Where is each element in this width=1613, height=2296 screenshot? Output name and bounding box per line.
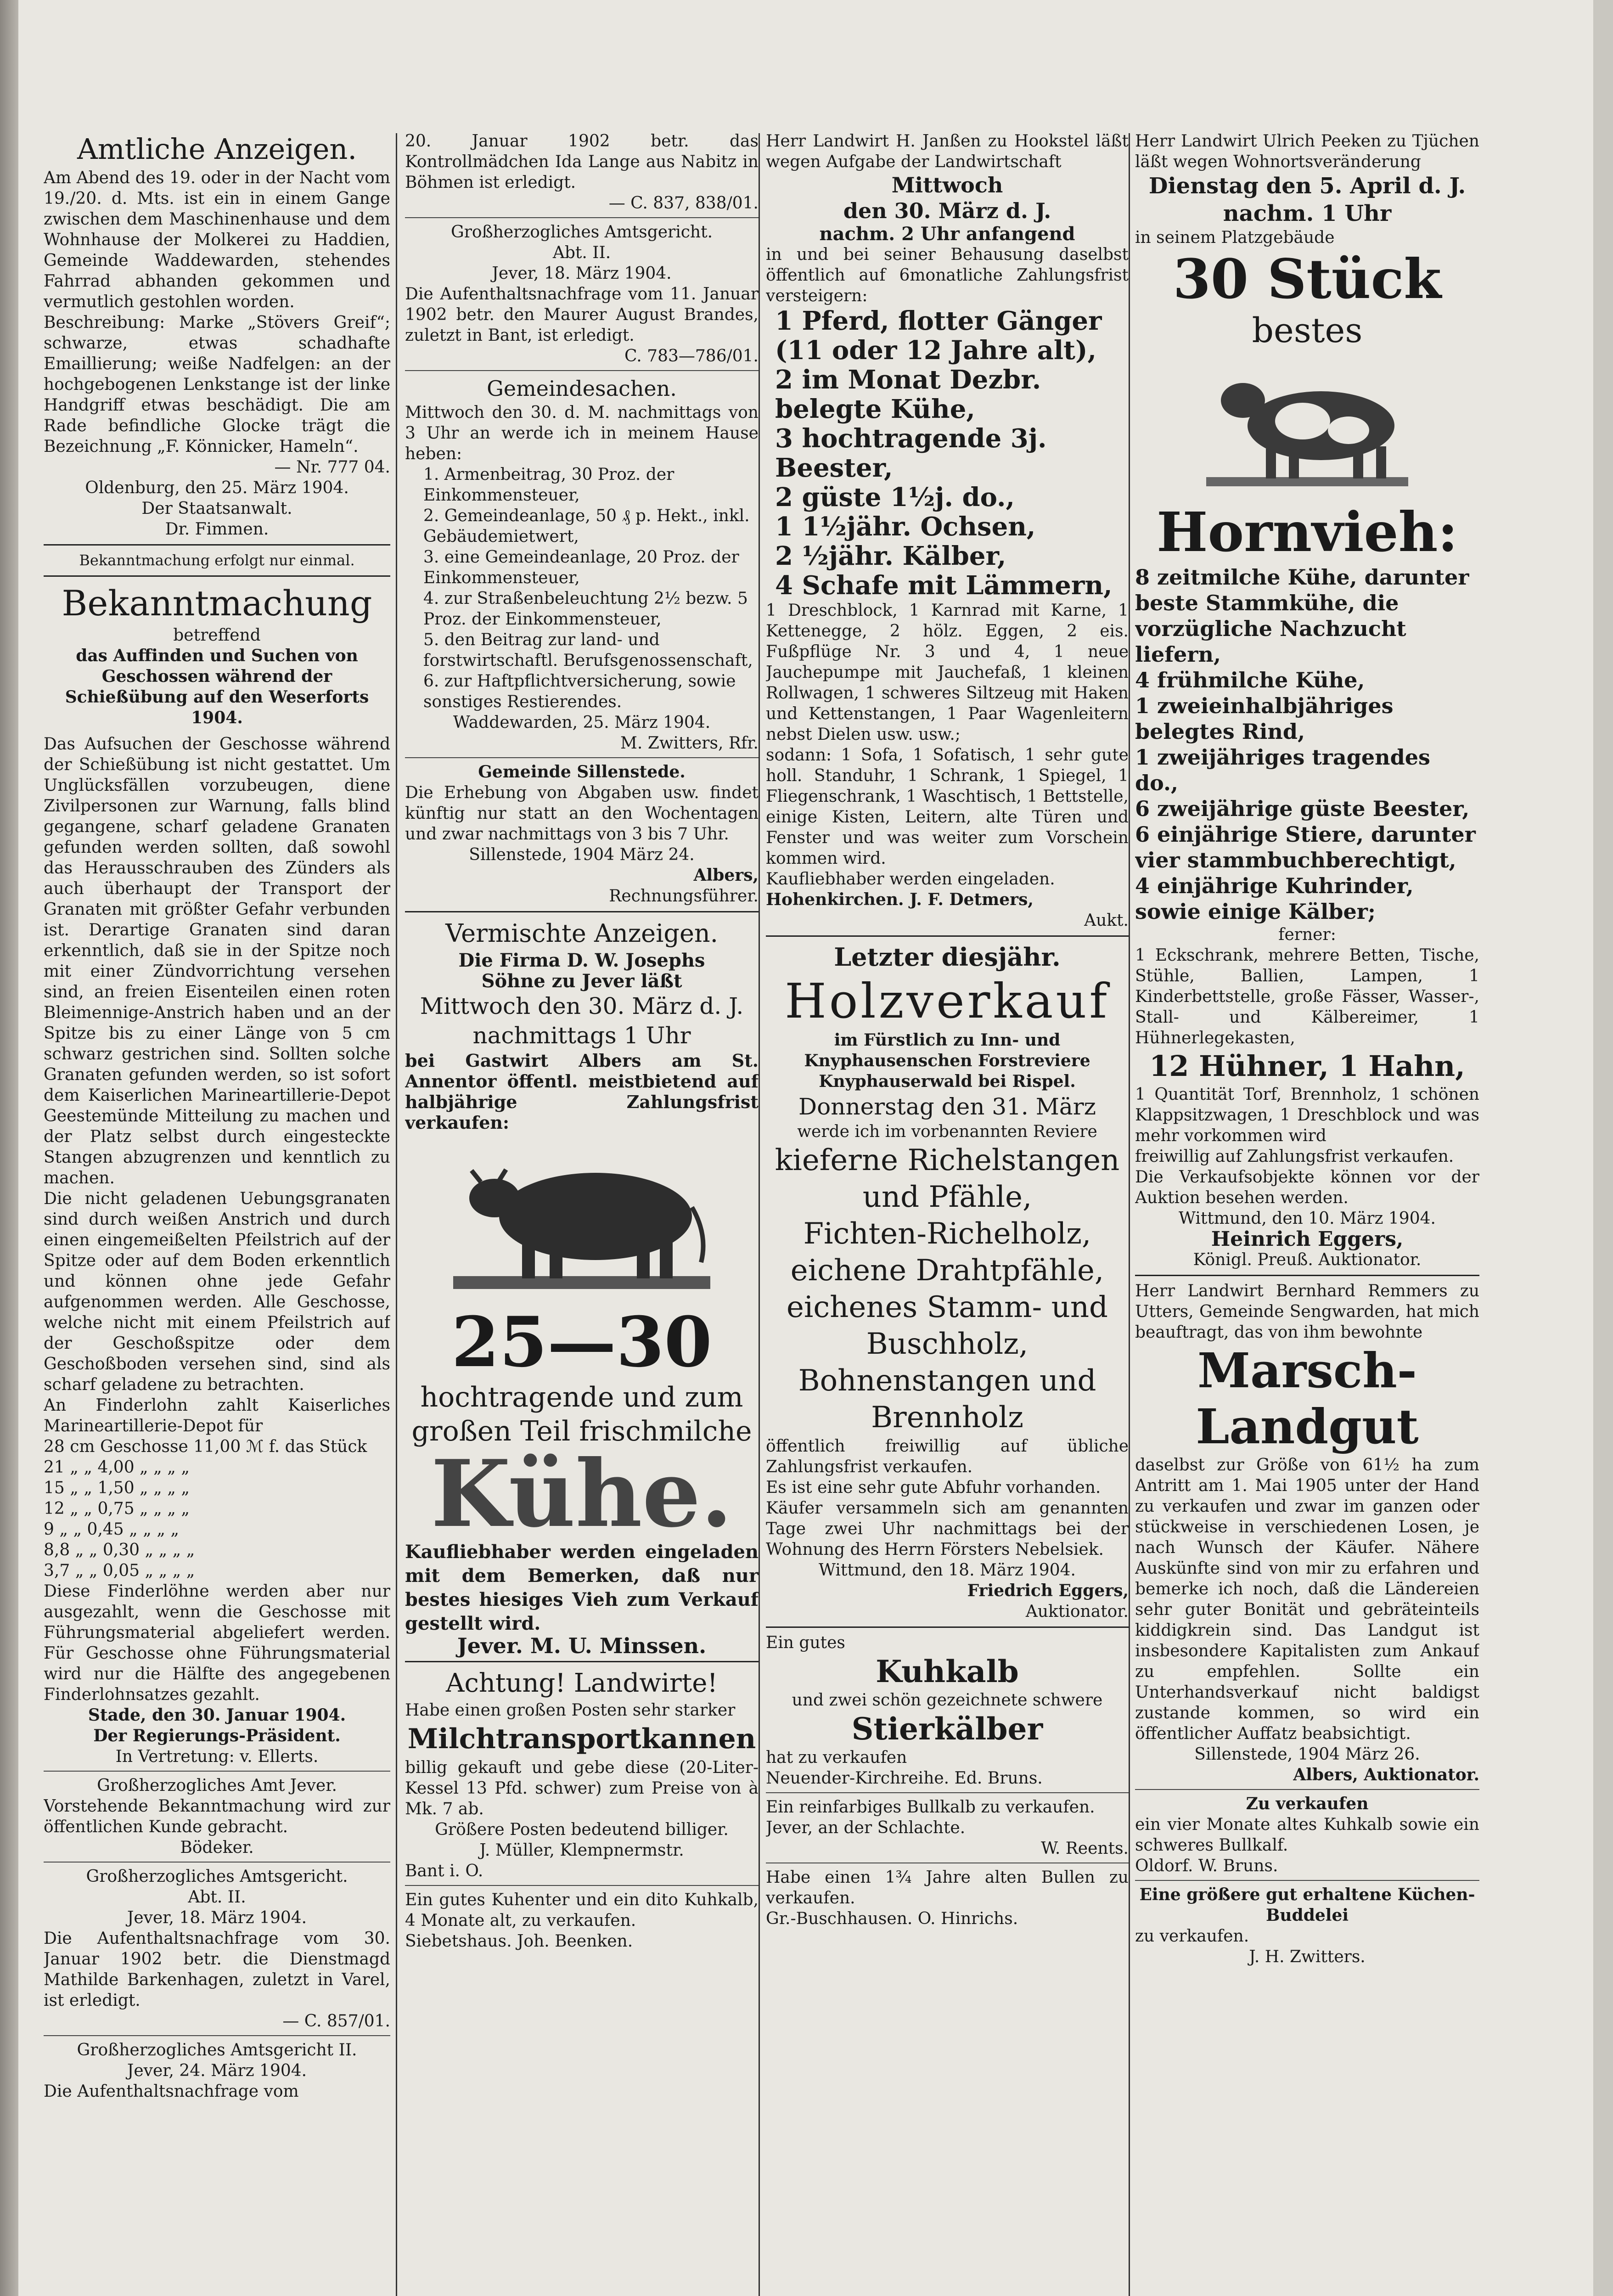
ad-headline: Milchtransportkannen bbox=[407, 1723, 756, 1755]
divider bbox=[405, 1885, 759, 1886]
livestock-item: 4 einjährige Kuhrinder, sowie einige Kälber; bbox=[1135, 873, 1414, 924]
ad-subtitle: im Fürstlich zu Inn- und Knyphausenschen Forstreviere Knyphauserwald bei Rispel. bbox=[804, 1030, 1090, 1091]
ad-signature: Friedrich Eggers, bbox=[967, 1581, 1129, 1600]
ad-place: Jever, an der Schlachte. bbox=[766, 1818, 966, 1837]
notice-signature: Albers, bbox=[693, 866, 759, 885]
ad-signature: Neuender-Kirchreihe. Ed. Bruns. bbox=[766, 1769, 1043, 1788]
notice-text: An Finderlohn zahlt Kaiserliches Marineartillerie-Depot für bbox=[44, 1396, 390, 1435]
ad-text: Käufer versammeln sich am genannten Tage zwei Uhr nachmittags bei der Wohnung des Herrn Försters Nebelsiek. bbox=[766, 1499, 1129, 1559]
ad-text: Die Firma D. W. Josephs bbox=[458, 950, 705, 971]
notice-heading: Großherzogliches Amtsgericht. bbox=[86, 1867, 348, 1886]
ad-signature: Albers, Auktionator. bbox=[1293, 1765, 1479, 1784]
ad-role: Königl. Preuß. Auktionator. bbox=[1193, 1250, 1422, 1269]
ad-signature: J. Müller, Klempnermstr. bbox=[479, 1841, 684, 1860]
levy-item: 6. zur Haftpflichtversicherung, sowie sonstiges Restierendes. bbox=[423, 672, 736, 711]
fee-row: 3,7 „ „ 0,05 „ „ „ „ bbox=[44, 1561, 195, 1580]
ad-role: Auktionator. bbox=[1025, 1602, 1129, 1621]
notice-place: Sillenstede, 1904 März 24. bbox=[469, 845, 695, 864]
ad-text: in seinem Platzgebäude bbox=[1135, 228, 1335, 247]
ad-signature: J. H. Zwitters. bbox=[1249, 1947, 1366, 1966]
notice-text: Diese Finderlöhne werden aber nur ausgezahlt, wenn die Geschosse mit Führungsmaterial abgeliefert werden. Für Geschosse ohne Führungsmaterial wird nur die Hälfte des angegebenen Finderlohnsatzes gezahlt. bbox=[44, 1582, 390, 1704]
divider bbox=[766, 1792, 1129, 1793]
ad-signature: Heinrich Eggers, bbox=[1211, 1227, 1404, 1251]
notice-number: — C. 857/01. bbox=[282, 2012, 390, 2031]
notice-date: Jever, 18. März 1904. bbox=[492, 264, 672, 283]
timber-item: Brennholz bbox=[871, 1401, 1023, 1435]
ad-text: ferner: bbox=[1278, 925, 1336, 944]
notice-text: Das Aufsuchen der Geschosse während der Schießübung ist nicht gestattet. Um Unglücksfällen vorzubeugen, diene Zivilpersonen zur Warnung, falls blind gegangene, scharf geladene Granaten gefunden werden sollten, daß sowohl das Herausschrauben des Zünders als auch überhaupt der Transport der Granaten mit größter Gefahr verbunden ist. Derartige Granaten sind daran erkenntlich, daß sie in der Spitze noch mit einer Zündvorrichtung versehen sind, an freien Eisenteilen einen roten Bleimennige-Anstrich haben und an der Spitze bis zu einer Länge von 5 cm schwarz gestrichen sind. Sollten solche Granaten gefunden werden, so ist sofort dem Kaiserlichen Marineartillerie-Depot Geestemünde Mitteilung zu machen und der Platz selbst durch eingesteckte Stangen abzugrenzen und kenntlich zu machen. bbox=[44, 735, 390, 1187]
divider bbox=[405, 757, 759, 758]
ad-date: Mittwoch bbox=[891, 173, 1003, 197]
divider bbox=[44, 575, 390, 577]
notice-text: Mittwoch den 30. d. M. nachmittags von 3 Uhr an werde ich in meinem Hause heben: bbox=[405, 403, 759, 463]
ad-text: billig gekauft und gebe diese (20-Liter-Kessel 13 Pfd. schwer) zum Preise von à Mk. 7 ab. bbox=[405, 1758, 759, 1818]
timber-item: und Pfähle, bbox=[862, 1180, 1032, 1214]
ad-text: freiwillig auf Zahlungsfrist verkaufen. bbox=[1135, 1147, 1454, 1166]
notice-heading: Großherzogliches Amtsgericht. bbox=[450, 223, 713, 242]
timber-item: Buschholz, bbox=[866, 1327, 1028, 1361]
ad-text: Ein reinfarbiges Bullkalb zu verkaufen. bbox=[766, 1798, 1095, 1817]
cow-illustration-icon bbox=[444, 1138, 719, 1299]
ad-text: Größere Posten bedeutend billiger. bbox=[435, 1820, 729, 1839]
ad-signature: Hohenkirchen. J. F. Detmers, bbox=[766, 890, 1034, 909]
fee-row: 9 „ „ 0,45 „ „ „ „ bbox=[44, 1520, 180, 1539]
divider bbox=[44, 2035, 390, 2036]
column-4 bbox=[1135, 131, 1479, 2294]
ad-place: Bant i. O. bbox=[405, 1862, 483, 1880]
divider bbox=[766, 1626, 1129, 1628]
timber-item: kieferne Richelstangen bbox=[775, 1143, 1120, 1177]
livestock-list bbox=[1135, 564, 1479, 924]
column-2 bbox=[405, 131, 759, 2294]
page-left-edge bbox=[0, 0, 18, 2296]
notice-heading: Großherzogliches Amtsgericht II. bbox=[77, 2041, 357, 2060]
ad-text: Ein gutes Kuhenter und ein dito Kuhkalb, 4 Monate alt, zu verkaufen. bbox=[405, 1891, 759, 1930]
ad-signature: Jever. M. U. Minssen. bbox=[457, 1633, 707, 1658]
ad-text: Herr Landwirt Bernhard Remmers zu Utters, Gemeinde Sengwarden, hat mich beauftragt, das von ihm bewohnte bbox=[1135, 1282, 1479, 1342]
ad-text: 1 Dreschblock, 1 Karnrad mit Karne, 1 Kettenegge, 2 hölz. Eggen, 2 eis. Fußpflüge Nr. 3 und 4, 1 neue Jauchepumpe mit Jauchefaß, 1 kleinen Rollwagen, 1 schweres Siltzeug mit Haken und Kettenstangen, 1 Paar Wagenleitern nebst Dielen usw. usw.; bbox=[766, 601, 1129, 744]
levy-list bbox=[405, 464, 759, 712]
fee-row: 28 cm Geschosse 11,00 ℳ f. das Stück bbox=[44, 1437, 367, 1456]
ad-number: 25—30 bbox=[451, 1302, 712, 1383]
divider bbox=[1135, 1275, 1479, 1276]
lot-item: 2 ½jähr. Kälber, bbox=[775, 541, 1006, 571]
notice-label: Bekanntmachung erfolgt nur einmal. bbox=[79, 551, 355, 569]
ad-place: Wittmund, den 18. März 1904. bbox=[819, 1561, 1076, 1580]
ad-date: Dienstag den 5. April d. J. bbox=[1148, 173, 1466, 199]
ad-date: Donnerstag den 31. März bbox=[798, 1093, 1096, 1120]
timber-item: Bohnenstangen und bbox=[798, 1364, 1096, 1398]
section-title: Gemeindesachen. bbox=[487, 376, 677, 401]
divider bbox=[405, 217, 759, 218]
fee-row: 12 „ „ 0,75 „ „ „ „ bbox=[44, 1499, 190, 1518]
column-3 bbox=[766, 131, 1129, 2294]
ad-headline: Marsch- bbox=[1197, 1342, 1417, 1399]
section-title: Amtliche Anzeigen. bbox=[77, 132, 357, 166]
ad-text: Kaufliebhaber werden eingeladen. bbox=[766, 870, 1055, 889]
section-title: Vermischte Anzeigen. bbox=[445, 919, 718, 948]
ad-text: hat zu verkaufen bbox=[766, 1748, 907, 1767]
ad-text: Habe einen großen Posten sehr starker bbox=[405, 1701, 736, 1720]
ad-signature: W. Reents. bbox=[1041, 1839, 1129, 1858]
notice-text: Die Aufenthaltsnachfrage vom 30. Januar 1902 betr. die Dienstmagd Mathilde Barkenhagen, zuletzt in Varel, ist erledigt. bbox=[44, 1929, 390, 2010]
ad-title: Zu verkaufen bbox=[1246, 1794, 1369, 1813]
ad-text: Die Verkaufsobjekte können vor der Auktion besehen werden. bbox=[1135, 1168, 1479, 1207]
divider bbox=[44, 544, 390, 546]
fee-row: 15 „ „ 1,50 „ „ „ „ bbox=[44, 1479, 190, 1497]
ad-place: Sillenstede, 1904 März 26. bbox=[1194, 1745, 1420, 1764]
levy-item: 2. Gemeindeanlage, 50 ₰ p. Hekt., inkl. Gebäudemietwert, bbox=[423, 506, 750, 546]
divider bbox=[405, 1661, 759, 1662]
column-rule bbox=[759, 133, 760, 2296]
notice-place: Waddewarden, 25. März 1904. bbox=[453, 713, 711, 732]
ad-text: sodann: 1 Sofa, 1 Sofatisch, 1 sehr gute holl. Standuhr, 1 Schrank, 1 Spiegel, 1 Fliegenschrank, 1 Waschtisch, 1 Bettstelle, einige Kisten, Leitern, alte Türen und Fenster und was weiter zum Vorschein kommen wird. bbox=[766, 746, 1129, 868]
ad-date: den 30. März d. J. bbox=[843, 198, 1051, 223]
ad-text: daselbst zur Größe von 61½ ha zum Antritt am 1. Mai 1905 unter der Hand zu verkaufen und zwar im ganzen oder stückweise in verschiedenen Losen, je nach Wunsch der Käufer. Nähere Auskünfte sind von mir zu erfahren und bemerke ich noch, daß die Ländereien sehr guter Bonität und gebräteinteils kiddigkrein sind. Das Landgut ist insbesondere Kapitalisten zum Ankauf zu empfehlen. Sollte ein Unterhandsverkauf nicht baldigst zustande kommen, so wird ein öffentlicher Auffatz beabsichtigt. bbox=[1135, 1456, 1479, 1743]
timber-item: eichenes Stamm- und bbox=[786, 1290, 1108, 1324]
column-1 bbox=[44, 131, 390, 2294]
notice-heading: Gemeinde Sillenstede. bbox=[478, 762, 686, 782]
levy-item: 4. zur Straßenbeleuchtung 2½ bezw. 5 Proz. der Einkommensteuer, bbox=[423, 589, 748, 629]
notice-text: Am Abend des 19. oder in der Nacht vom 19./20. d. Mts. ist ein in einem Gange zwischen dem Maschinenhause und dem Wohnhause der Molkerei zu Haddien, Gemeinde Waddewarden, stehendes Fahrrad abhanden gekommen und vermutlich gestohlen worden. bbox=[44, 169, 390, 311]
fee-table bbox=[44, 1436, 390, 1581]
notice-title: Bekanntmachung bbox=[62, 583, 372, 624]
notice-place: Stade, den 30. Januar 1904. bbox=[88, 1705, 346, 1725]
ad-text: öffentlich freiwillig auf übliche Zahlungsfrist verkaufen. bbox=[766, 1437, 1129, 1476]
column-rule bbox=[396, 133, 397, 2296]
notice-heading: Großherzogliches Amt Jever. bbox=[97, 1776, 337, 1795]
notice-signature: M. Zwitters, Rfr. bbox=[620, 734, 759, 753]
notice-subtitle: das Auffinden und Suchen von Geschossen während der Schießübung auf den Weserforts 1904. bbox=[65, 646, 369, 727]
notice-number: — Nr. 777 04. bbox=[274, 458, 390, 477]
levy-item: 3. eine Gemeindeanlage, 20 Proz. der Einkommensteuer, bbox=[423, 548, 739, 587]
ad-text: werde ich im vorbenannten Reviere bbox=[797, 1122, 1097, 1141]
notice-subtitle: betreffend bbox=[173, 626, 261, 645]
ad-text: Ein gutes bbox=[766, 1633, 845, 1652]
ad-title: Eine größere gut erhaltene Küchen-Buddelei bbox=[1139, 1885, 1475, 1925]
ad-text: in und bei seiner Behausung daselbst öffentlich auf 6monatliche Zahlungsfrist versteigern: bbox=[766, 245, 1129, 305]
levy-item: 5. den Beitrag zur land- und forstwirtschaftl. Berufsgenossenschaft, bbox=[423, 630, 753, 670]
ad-text: Habe einen 1¾ Jahre alten Bullen zu verkaufen. bbox=[766, 1868, 1129, 1908]
ad-time: nachm. 1 Uhr bbox=[1223, 201, 1392, 226]
fee-row: 21 „ „ 4,00 „ „ „ „ bbox=[44, 1458, 190, 1477]
livestock-item: 4 frühmilche Kühe, bbox=[1135, 668, 1365, 692]
livestock-item: 1 zweieinhalbjähriges belegtes Rind, bbox=[1135, 693, 1394, 744]
ad-title: Achtung! Landwirte! bbox=[446, 1668, 718, 1698]
ad-text: Söhne zu Jever läßt bbox=[481, 970, 682, 992]
notice-subheading: Abt. II. bbox=[552, 243, 611, 262]
ad-role: Aukt. bbox=[1084, 911, 1129, 930]
notice-signature: Der Staatsanwalt. bbox=[141, 499, 292, 518]
ad-time: nachm. 2 Uhr anfangend bbox=[819, 223, 1075, 245]
livestock-item: 6 einjährige Stiere, darunter vier stammbuchberechtigt, bbox=[1135, 822, 1476, 872]
divider bbox=[44, 1862, 390, 1863]
notice-text: Die Aufenthaltsnachfrage vom bbox=[44, 2082, 299, 2101]
notice-signature: Der Regierungs-Präsident. bbox=[93, 1726, 341, 1745]
ad-text: Kaufliebhaber werden eingeladen mit dem Bemerken, daß nur bestes hiesiges Vieh zum Verkauf gestellt wird. bbox=[405, 1541, 759, 1634]
lot-item: 1 Pferd, flotter Gänger (11 oder 12 Jahre alt), bbox=[775, 306, 1102, 366]
lot-item: 3 hochtragende 3j. Beester, bbox=[775, 423, 1047, 483]
ad-text: hochtragende und zum großen Teil frischmilche bbox=[411, 1381, 752, 1447]
timber-item: Fichten-Richelholz, bbox=[803, 1217, 1091, 1251]
ad-headline: 30 Stück bbox=[1173, 247, 1442, 311]
ad-signature: Oldorf. W. Bruns. bbox=[1135, 1857, 1278, 1875]
notice-text: Beschreibung: Marke „Stövers Greif“; schwarze, etwas schadhafte Emaillierung; weiße Nadfelgen: an der hochgebogenen Lenkstange ist der linke Handgriff etwas beschädigt. Die am Rade befindliche Glocke trägt die Bezeichnung „F. Könnicker, Hameln“. bbox=[44, 313, 390, 456]
ad-headline: Stierkälber bbox=[851, 1711, 1043, 1747]
notice-number: — C. 837, 838/01. bbox=[608, 194, 759, 213]
ad-headline: Holzverkauf bbox=[785, 973, 1110, 1029]
livestock-item: 1 zweijähriges tragendes do., bbox=[1135, 745, 1430, 795]
notice-text: 20. Januar 1902 betr. das Kontrollmädchen Ida Lange aus Nabitz in Böhmen ist erledigt. bbox=[405, 132, 759, 192]
notice-text: Die Erhebung von Abgaben usw. findet künftig nur statt an den Wochentagen und zwar nachmittags von 3 bis 7 Uhr. bbox=[405, 783, 759, 844]
fee-row: 8,8 „ „ 0,30 „ „ „ „ bbox=[44, 1541, 195, 1559]
ad-text: 1 Quantität Torf, Brennholz, 1 schönen Klappsitzwagen, 1 Dreschblock und was mehr vorkommen wird bbox=[1135, 1085, 1479, 1145]
ad-headline: Hornvieh: bbox=[1157, 500, 1458, 564]
ad-text: Herr Landwirt H. Janßen zu Hookstel läßt wegen Aufgabe der Landwirtschaft bbox=[766, 132, 1129, 171]
notice-text: Vorstehende Bekanntmachung wird zur öffentlichen Kunde gebracht. bbox=[44, 1797, 390, 1836]
ad-text: und zwei schön gezeichnete schwere bbox=[792, 1691, 1103, 1710]
ad-date: Mittwoch den 30. März d. J. bbox=[420, 993, 744, 1019]
ad-signature: Siebetshaus. Joh. Beenken. bbox=[405, 1932, 633, 1951]
notice-text: Die Aufenthaltsnachfrage vom 11. Januar 1902 betr. den Maurer August Brandes, zuletzt in Bant, ist erledigt. bbox=[405, 285, 759, 345]
timber-list bbox=[766, 1142, 1129, 1436]
livestock-item: 6 zweijährige güste Beester, bbox=[1135, 796, 1470, 821]
notice-place: Oldenburg, den 25. März 1904. bbox=[85, 478, 349, 497]
ad-place: Wittmund, den 10. März 1904. bbox=[1179, 1209, 1436, 1228]
notice-number: C. 783—786/01. bbox=[624, 347, 759, 366]
divider bbox=[44, 1771, 390, 1772]
notice-name: Bödeker. bbox=[180, 1838, 254, 1857]
ad-headline: 12 Hühner, 1 Hahn, bbox=[1149, 1049, 1465, 1083]
timber-item: eichene Drahtpfähle, bbox=[790, 1254, 1104, 1288]
notice-role: Rechnungsführer. bbox=[609, 887, 759, 906]
ad-text: bei Gastwirt Albers am St. Annentor öffentl. meistbietend auf halbjährige Zahlungsfrist verkaufen: bbox=[405, 1050, 759, 1133]
notice-date: Jever, 24. März 1904. bbox=[127, 2061, 307, 2080]
lot-item: 2 im Monat Dezbr. belegte Kühe, bbox=[775, 365, 1041, 424]
ad-headline: Landgut bbox=[1196, 1398, 1419, 1455]
divider bbox=[1135, 1789, 1479, 1790]
ad-text: Es ist eine sehr gute Abfuhr vorhanden. bbox=[766, 1478, 1101, 1497]
notice-name: In Vertretung: v. Ellerts. bbox=[115, 1747, 319, 1766]
ad-subheadline: bestes bbox=[1252, 311, 1363, 350]
divider bbox=[405, 370, 759, 371]
notice-date: Jever, 18. März 1904. bbox=[127, 1908, 307, 1927]
divider bbox=[766, 935, 1129, 937]
cow-illustration-icon bbox=[1197, 357, 1417, 495]
ad-text: Herr Landwirt Ulrich Peeken zu Tjüchen läßt wegen Wohnortsveränderung bbox=[1135, 132, 1479, 171]
notice-text: Die nicht geladenen Uebungsgranaten sind durch weißen Anstrich und durch einen eingemeißelten Pfeilstrich auf der Spitze oder auf dem Boden erkenntlich und können ohne jede Gefahr aufgenommen werden. Alle Geschosse, welche nicht mit einem Pfeilstrich auf der Geschoßspitze oder dem Geschoßboden versehen sind, sind als scharf geladene zu betrachten. bbox=[44, 1189, 390, 1394]
auction-lots bbox=[766, 306, 1129, 600]
notice-name: Dr. Fimmen. bbox=[165, 520, 269, 539]
ad-headline: Kühe. bbox=[431, 1440, 733, 1548]
ad-text: zu verkaufen. bbox=[1135, 1927, 1249, 1946]
ad-pretitle: Letzter diesjähr. bbox=[834, 942, 1061, 972]
ad-signature: Gr.-Buschhausen. O. Hinrichs. bbox=[766, 1909, 1018, 1928]
levy-item: 1. Armenbeitrag, 30 Proz. der Einkommensteuer, bbox=[423, 465, 674, 505]
lot-item: 4 Schafe mit Lämmern, bbox=[775, 570, 1113, 601]
lot-item: 1 1½jähr. Ochsen, bbox=[775, 512, 1036, 542]
ad-text: 1 Eckschrank, mehrere Betten, Tische, Stühle, Ballien, Lampen, 1 Kinderbettstelle, große Fässer, Wasser-, Stall- und Kälbereimer, 1 Hühnerlegekasten, bbox=[1135, 946, 1479, 1047]
notice-subheading: Abt. II. bbox=[188, 1888, 246, 1907]
column-rule bbox=[1129, 133, 1130, 2296]
livestock-item: 8 zeitmilche Kühe, darunter beste Stammkühe, die vorzügliche Nachzucht liefern, bbox=[1135, 565, 1469, 667]
divider bbox=[405, 911, 759, 912]
lot-item: 2 güste 1½j. do., bbox=[775, 482, 1015, 512]
divider bbox=[1135, 1880, 1479, 1881]
ad-text: ein vier Monate altes Kuhkalb sowie ein schweres Bullkalf. bbox=[1135, 1815, 1479, 1855]
ad-time: nachmittags 1 Uhr bbox=[472, 1022, 691, 1049]
ad-headline: Kuhkalb bbox=[876, 1654, 1019, 1689]
